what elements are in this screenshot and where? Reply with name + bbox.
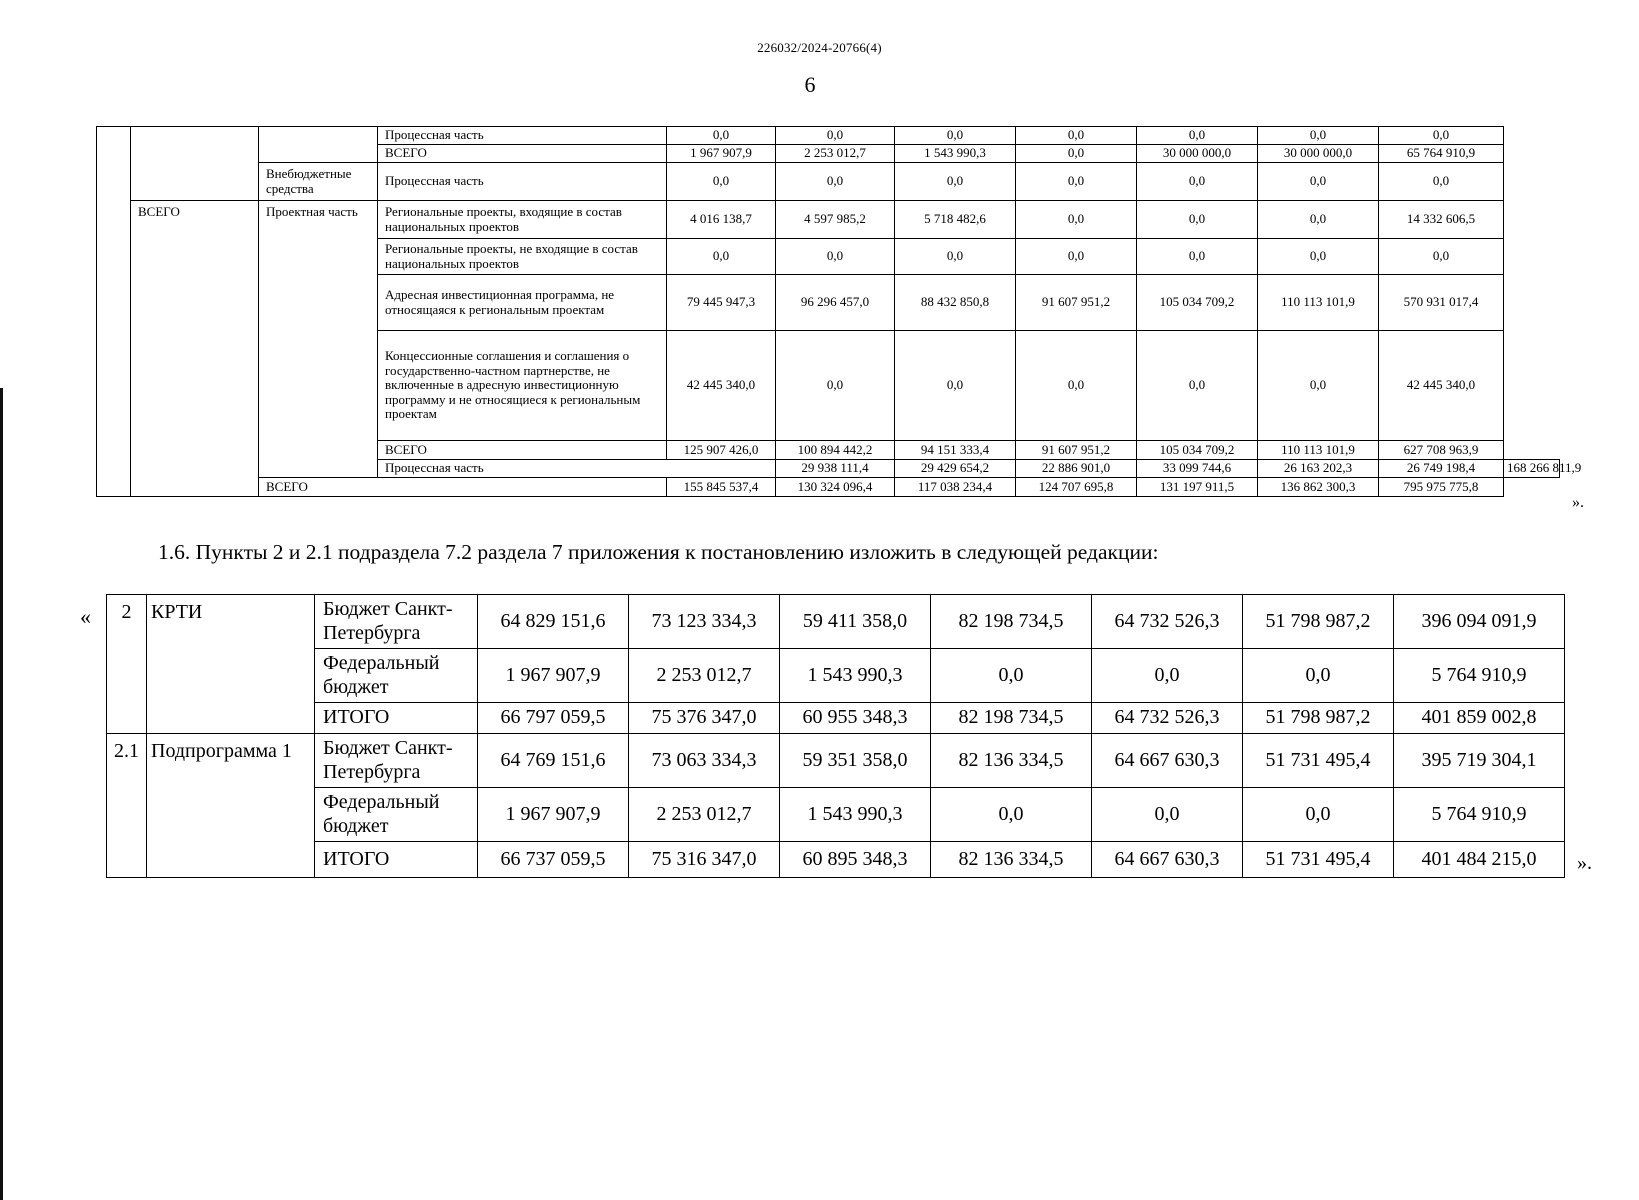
value-cell: 396 094 091,9 — [1394, 595, 1565, 649]
value-cell: 0,0 — [931, 649, 1092, 703]
value-cell: 131 197 911,5 — [1137, 478, 1258, 497]
table-row — [107, 842, 1565, 878]
value-cell: 5 764 910,9 — [1394, 788, 1565, 842]
value-cell: 110 113 101,9 — [1258, 275, 1379, 331]
group-label-project: Проектная часть — [259, 201, 378, 478]
row-label: Региональные проекты, не входящие в состав национальных проектов — [378, 239, 667, 275]
value-cell: 0,0 — [667, 239, 776, 275]
value-cell: 14 332 606,5 — [1379, 201, 1504, 239]
value-cell: 0,0 — [895, 331, 1016, 441]
source-label: Бюджет Санкт-Петербурга — [315, 733, 478, 787]
value-cell: 1 543 990,3 — [780, 649, 931, 703]
value-cell: 73 063 334,3 — [629, 733, 780, 787]
value-cell: 75 376 347,0 — [629, 703, 780, 734]
value-cell: 2 253 012,7 — [629, 649, 780, 703]
value-cell: 51 798 987,2 — [1243, 703, 1394, 734]
value-cell: 0,0 — [895, 239, 1016, 275]
value-cell: 65 764 910,9 — [1379, 145, 1504, 163]
closing-quote: ». — [1577, 852, 1592, 874]
value-cell: 1 543 990,3 — [895, 145, 1016, 163]
value-cell: 130 324 096,4 — [776, 478, 895, 497]
value-cell: 125 907 426,0 — [667, 441, 776, 460]
value-cell: 29 429 654,2 — [895, 460, 1016, 478]
value-cell: 0,0 — [1243, 649, 1394, 703]
value-cell: 42 445 340,0 — [667, 331, 776, 441]
value-cell: 0,0 — [1016, 127, 1137, 145]
closing-quote: ». — [1572, 494, 1584, 511]
value-cell: 59 411 358,0 — [780, 595, 931, 649]
value-cell: 105 034 709,2 — [1137, 441, 1258, 460]
table-row — [97, 201, 1560, 239]
blank-cell — [97, 127, 131, 497]
table-row — [107, 595, 1565, 649]
source-label: ИТОГО — [315, 703, 478, 734]
value-cell: 64 769 151,6 — [478, 733, 629, 787]
source-label: Федеральный бюджет — [315, 788, 478, 842]
value-cell: 0,0 — [1258, 201, 1379, 239]
blank-cell — [131, 127, 259, 201]
value-cell: 401 859 002,8 — [1394, 703, 1565, 734]
table-row — [97, 478, 1560, 497]
source-label: Бюджет Санкт-Петербурга — [315, 595, 478, 649]
value-cell: 0,0 — [895, 163, 1016, 201]
value-cell: 0,0 — [1379, 163, 1504, 201]
value-cell: 64 829 151,6 — [478, 595, 629, 649]
value-cell: 91 607 951,2 — [1016, 441, 1137, 460]
value-cell: 0,0 — [1016, 163, 1137, 201]
value-cell: 4 597 985,2 — [776, 201, 895, 239]
blank-cell — [259, 127, 378, 163]
value-cell: 1 967 907,9 — [478, 788, 629, 842]
value-cell: 94 151 333,4 — [895, 441, 1016, 460]
value-cell: 136 862 300,3 — [1258, 478, 1379, 497]
value-cell: 0,0 — [931, 788, 1092, 842]
value-cell: 1 543 990,3 — [780, 788, 931, 842]
value-cell: 64 667 630,3 — [1092, 733, 1243, 787]
row-label: Процессная часть — [378, 163, 667, 201]
value-cell: 1 967 907,9 — [478, 649, 629, 703]
value-cell: 0,0 — [1092, 788, 1243, 842]
value-cell: 30 000 000,0 — [1258, 145, 1379, 163]
value-cell: 395 719 304,1 — [1394, 733, 1565, 787]
row-label: Адресная инвестиционная программа, не относящаяся к региональным проектам — [378, 275, 667, 331]
table-row — [107, 703, 1565, 734]
table-row — [97, 127, 1560, 145]
value-cell: 105 034 709,2 — [1137, 275, 1258, 331]
table-row — [107, 788, 1565, 842]
value-cell: 0,0 — [776, 163, 895, 201]
row-label: Процессная часть — [378, 460, 776, 478]
value-cell: 0,0 — [1258, 127, 1379, 145]
value-cell: 51 731 495,4 — [1243, 733, 1394, 787]
group-label-total: ВСЕГО — [131, 201, 259, 497]
value-cell: 0,0 — [895, 127, 1016, 145]
table-row — [107, 733, 1565, 787]
source-label: ИТОГО — [315, 842, 478, 878]
row-label: Процессная часть — [378, 127, 667, 145]
value-cell: 0,0 — [1137, 239, 1258, 275]
value-cell: 66 737 059,5 — [478, 842, 629, 878]
value-cell: 5 718 482,6 — [895, 201, 1016, 239]
value-cell: 75 316 347,0 — [629, 842, 780, 878]
value-cell: 1 967 907,9 — [667, 145, 776, 163]
item-number: 2 — [107, 595, 147, 734]
value-cell: 73 123 334,3 — [629, 595, 780, 649]
value-cell: 64 732 526,3 — [1092, 703, 1243, 734]
value-cell: 29 938 111,4 — [776, 460, 895, 478]
value-cell: 0,0 — [776, 127, 895, 145]
value-cell: 0,0 — [1137, 163, 1258, 201]
value-cell: 0,0 — [776, 331, 895, 441]
value-cell: 82 198 734,5 — [931, 595, 1092, 649]
item-name: Подпрограмма 1 — [147, 733, 315, 877]
group-label-offbudget: Внебюджетные средства — [259, 163, 378, 201]
table-row — [107, 649, 1565, 703]
row-label: ВСЕГО — [378, 145, 667, 163]
value-cell: 155 845 537,4 — [667, 478, 776, 497]
value-cell: 88 432 850,8 — [895, 275, 1016, 331]
value-cell: 795 975 775,8 — [1379, 478, 1504, 497]
value-cell: 0,0 — [1258, 331, 1379, 441]
value-cell: 0,0 — [1379, 239, 1504, 275]
value-cell: 110 113 101,9 — [1258, 441, 1379, 460]
program-funding-table — [106, 594, 1565, 878]
source-label: Федеральный бюджет — [315, 649, 478, 703]
value-cell: 64 667 630,3 — [1092, 842, 1243, 878]
value-cell: 0,0 — [1137, 201, 1258, 239]
value-cell: 66 797 059,5 — [478, 703, 629, 734]
value-cell: 4 016 138,7 — [667, 201, 776, 239]
value-cell: 0,0 — [1258, 163, 1379, 201]
value-cell: 82 198 734,5 — [931, 703, 1092, 734]
value-cell: 42 445 340,0 — [1379, 331, 1504, 441]
value-cell: 2 253 012,7 — [776, 145, 895, 163]
value-cell: 0,0 — [1243, 788, 1394, 842]
item-number: 2.1 — [107, 733, 147, 877]
value-cell: 124 707 695,8 — [1016, 478, 1137, 497]
value-cell: 51 798 987,2 — [1243, 595, 1394, 649]
value-cell: 0,0 — [1092, 649, 1243, 703]
row-label: Концессионные соглашения и соглашения о государственно-частном партнерстве, не включенные в адресную инвестиционную программу и не относящиеся к региональным проектам — [378, 331, 667, 441]
value-cell: 26 163 202,3 — [1258, 460, 1379, 478]
value-cell: 5 764 910,9 — [1394, 649, 1565, 703]
value-cell: 51 731 495,4 — [1243, 842, 1394, 878]
value-cell: 59 351 358,0 — [780, 733, 931, 787]
document-id: 226032/2024-20766(4) — [757, 40, 882, 55]
opening-quote: « — [80, 604, 91, 629]
funding-summary-table — [96, 126, 1582, 497]
value-cell: 79 445 947,3 — [667, 275, 776, 331]
value-cell: 570 931 017,4 — [1379, 275, 1504, 331]
value-cell: 100 894 442,2 — [776, 441, 895, 460]
value-cell: 60 955 348,3 — [780, 703, 931, 734]
value-cell: 22 886 901,0 — [1016, 460, 1137, 478]
value-cell: 0,0 — [1016, 145, 1137, 163]
value-cell: 33 099 744,6 — [1137, 460, 1258, 478]
value-cell: 82 136 334,5 — [931, 842, 1092, 878]
row-label: Региональные проекты, входящие в состав национальных проектов — [378, 201, 667, 239]
row-label: ВСЕГО — [378, 441, 667, 460]
value-cell: 168 266 811,9 — [1504, 460, 1560, 478]
amendment-paragraph: 1.6. Пункты 2 и 2.1 подраздела 7.2 раздела 7 приложения к постановлению изложить в следующей редакции: — [158, 540, 1159, 564]
page-number: 6 — [804, 72, 816, 97]
value-cell: 0,0 — [1016, 201, 1137, 239]
value-cell: 0,0 — [1137, 127, 1258, 145]
value-cell: 30 000 000,0 — [1137, 145, 1258, 163]
value-cell: 2 253 012,7 — [629, 788, 780, 842]
item-name: КРТИ — [147, 595, 315, 734]
value-cell: 0,0 — [776, 239, 895, 275]
value-cell: 401 484 215,0 — [1394, 842, 1565, 878]
row-label: ВСЕГО — [259, 478, 667, 497]
value-cell: 0,0 — [667, 127, 776, 145]
value-cell: 26 749 198,4 — [1379, 460, 1504, 478]
value-cell: 117 038 234,4 — [895, 478, 1016, 497]
value-cell: 60 895 348,3 — [780, 842, 931, 878]
value-cell: 0,0 — [1016, 331, 1137, 441]
value-cell: 82 136 334,5 — [931, 733, 1092, 787]
value-cell: 0,0 — [1137, 331, 1258, 441]
value-cell: 0,0 — [1258, 239, 1379, 275]
table-row — [97, 163, 1560, 201]
value-cell: 0,0 — [667, 163, 776, 201]
value-cell: 627 708 963,9 — [1379, 441, 1504, 460]
value-cell: 0,0 — [1379, 127, 1504, 145]
value-cell: 0,0 — [1016, 239, 1137, 275]
value-cell: 91 607 951,2 — [1016, 275, 1137, 331]
value-cell: 64 732 526,3 — [1092, 595, 1243, 649]
scan-edge-line — [0, 388, 3, 1200]
value-cell: 96 296 457,0 — [776, 275, 895, 331]
